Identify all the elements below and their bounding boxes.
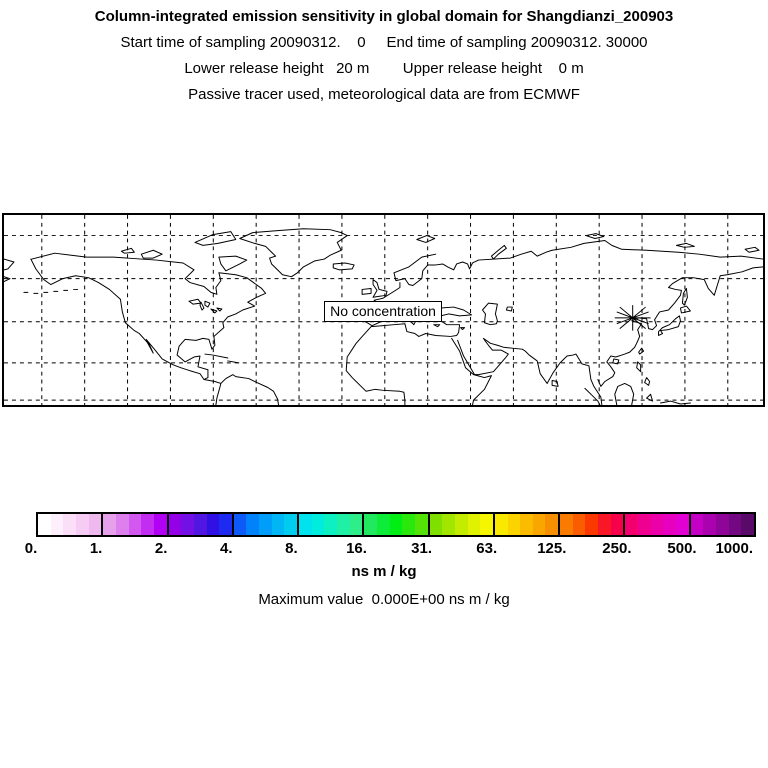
colorbar-cell xyxy=(38,514,51,535)
colorbar-tick-label: 500. xyxy=(667,540,697,557)
colorbar-cell xyxy=(129,514,142,535)
colorbar-cell xyxy=(573,514,586,535)
colorbar-cell xyxy=(234,514,247,535)
colorbar-tick-label: 8. xyxy=(285,540,298,557)
colorbar-cell xyxy=(676,514,689,535)
colorbar-cell xyxy=(442,514,455,535)
colorbar-cell xyxy=(207,514,220,535)
no-concentration-label: No concentration xyxy=(324,301,442,322)
subtitle-sampling-times: Start time of sampling 20090312. 0 End time of sampling 20090312. 30000 xyxy=(120,34,648,51)
colorbar-cell xyxy=(103,514,116,535)
colorbar-cell xyxy=(663,514,676,535)
colorbar-tick-label: 250. xyxy=(602,540,632,557)
colorbar-cell xyxy=(585,514,598,535)
colorbar-cell xyxy=(324,514,337,535)
colorbar-cell xyxy=(520,514,533,535)
colorbar-segment xyxy=(297,514,362,535)
colorbar-segment xyxy=(232,514,297,535)
colorbar-cell xyxy=(495,514,508,535)
colorbar-cell xyxy=(651,514,664,535)
page-title: Column-integrated emission sensitivity in global domain for Shangdianzi_200903 xyxy=(94,8,674,25)
colorbar-tick-label: 1000. xyxy=(715,540,753,557)
colorbar-tick-label: 63. xyxy=(476,540,498,557)
colorbar-cell xyxy=(141,514,154,535)
colorbar-cell xyxy=(312,514,325,535)
colorbar-cell xyxy=(415,514,428,535)
subtitle-release-heights: Lower release height 20 m Upper release height 0 m xyxy=(184,60,584,77)
colorbar-cell xyxy=(169,514,182,535)
colorbar-cell xyxy=(402,514,415,535)
colorbar-cell xyxy=(246,514,259,535)
colorbar-segment xyxy=(101,514,166,535)
colorbar-segment xyxy=(38,514,101,535)
colorbar-cell xyxy=(508,514,521,535)
station-asterisk-marker xyxy=(615,305,651,330)
colorbar-tick-label: 4. xyxy=(220,540,233,557)
colorbar-cell xyxy=(350,514,363,535)
colorbar-tick-label: 0. xyxy=(24,540,38,557)
colorbar-cell xyxy=(259,514,272,535)
colorbar-segment xyxy=(428,514,493,535)
colorbar-tick-label: 2. xyxy=(154,540,168,557)
colorbar-segment xyxy=(623,514,688,535)
colorbar-segment xyxy=(362,514,427,535)
colorbar-cell xyxy=(455,514,468,535)
colorbar-cell xyxy=(625,514,638,535)
colorbar-units-label: ns m / kg xyxy=(351,563,417,580)
colorbar-cell xyxy=(480,514,493,535)
colorbar-cell xyxy=(638,514,651,535)
max-value-label: Maximum value 0.000E+00 ns m / kg xyxy=(258,591,510,608)
colorbar-segment xyxy=(558,514,623,535)
colorbar-cell xyxy=(560,514,573,535)
colorbar-cell xyxy=(272,514,285,535)
colorbar-cell xyxy=(741,514,754,535)
colorbar-cell xyxy=(468,514,481,535)
colorbar-cell xyxy=(703,514,716,535)
colorbar-cell xyxy=(181,514,194,535)
colorbar-cell xyxy=(116,514,129,535)
colorbar-cell xyxy=(76,514,89,535)
colorbar-tick-label: 31. xyxy=(411,540,433,557)
colorbar-tick-label: 125. xyxy=(537,540,567,557)
colorbar-tick-label: 1. xyxy=(89,540,103,557)
colorbar-segment xyxy=(689,514,754,535)
colorbar-cell xyxy=(430,514,443,535)
colorbar-cell xyxy=(89,514,102,535)
colorbar-cell xyxy=(390,514,403,535)
colorbar-cell xyxy=(533,514,546,535)
colorbar xyxy=(36,512,756,537)
colorbar-cell xyxy=(63,514,76,535)
colorbar-cell xyxy=(691,514,704,535)
colorbar-cell xyxy=(51,514,64,535)
colorbar-cell xyxy=(611,514,624,535)
colorbar-cell xyxy=(194,514,207,535)
colorbar-segment xyxy=(493,514,558,535)
subtitle-tracer-source: Passive tracer used, meteorological data are from ECMWF xyxy=(188,86,580,103)
colorbar-cell xyxy=(545,514,558,535)
colorbar-cell xyxy=(377,514,390,535)
colorbar-cell xyxy=(598,514,611,535)
colorbar-cell xyxy=(337,514,350,535)
colorbar-segment xyxy=(167,514,232,535)
colorbar-cell xyxy=(284,514,297,535)
colorbar-cell xyxy=(154,514,167,535)
colorbar-cell xyxy=(364,514,377,535)
colorbar-tick-label: 16. xyxy=(346,540,367,557)
colorbar-cell xyxy=(729,514,742,535)
world-map-panel xyxy=(2,213,765,407)
colorbar-cell xyxy=(219,514,232,535)
colorbar-cell xyxy=(716,514,729,535)
colorbar-cell xyxy=(299,514,312,535)
